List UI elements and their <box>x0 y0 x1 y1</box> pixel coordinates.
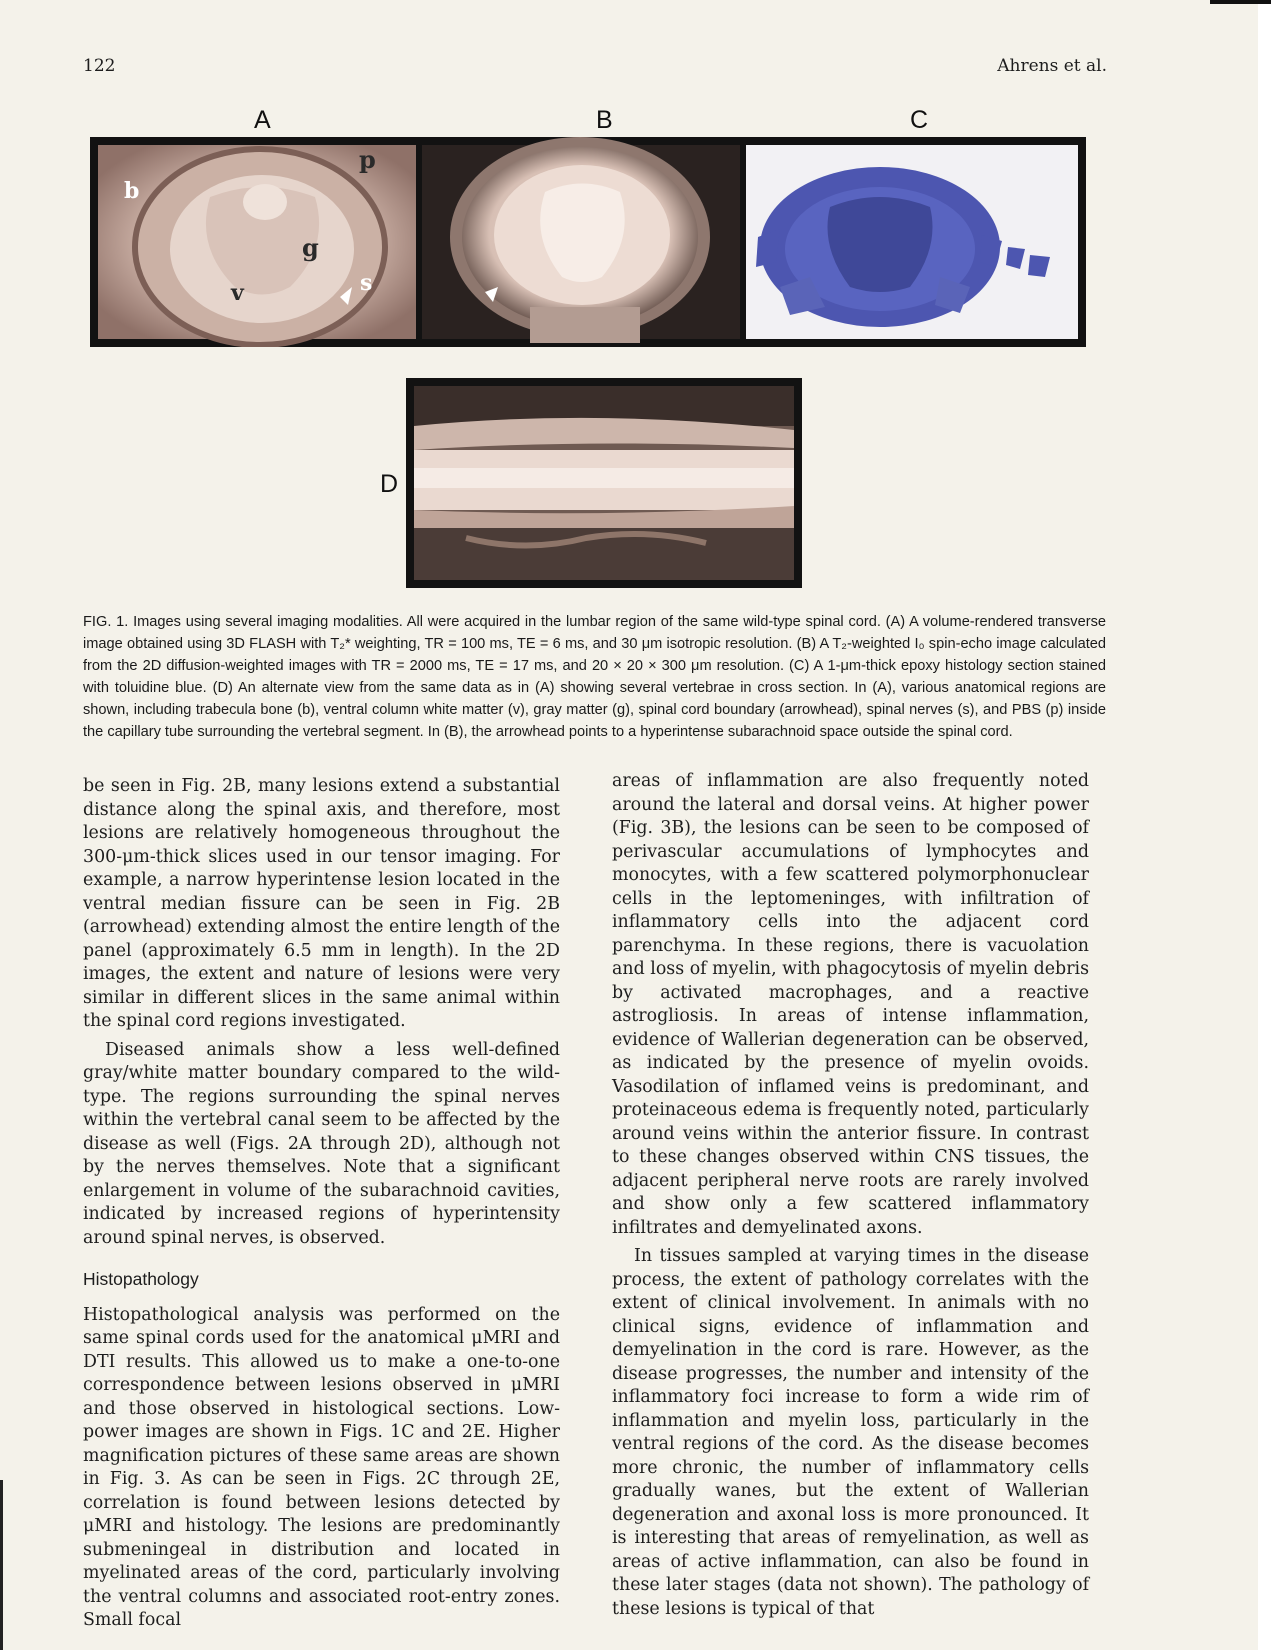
panel-b-mri-image <box>422 137 740 343</box>
panel-a-mri-image <box>98 145 416 345</box>
panel-label-a: A <box>254 106 271 134</box>
paragraph: Histopathological analysis was performed on the same spinal cords used for the anatomical μMRI and DTI results. This allowed us to make a one-to-one correspondence between lesions observed in μMRI and those observed in histological sections. Low-power images are shown in Figs. 1C and 2E. Higher magnification pictures of these same areas are shown in Fig. 3. As can be seen in Figs. 2C through 2E, correlation is found between lesions detected by μMRI and histology. The lesions are predominantly submeningeal in distribution and located in myelinated areas of the cord, particularly involving the ventral columns and associated root-entry zones. Small focal <box>83 1304 560 1630</box>
annotation-p: p <box>359 145 376 174</box>
annotation-g: g <box>302 233 319 262</box>
page-number: 122 <box>83 56 116 76</box>
panel-label-c: C <box>910 106 929 134</box>
left-text-column <box>83 775 560 1633</box>
annotation-v: v <box>231 280 244 306</box>
figure-caption <box>83 611 1106 743</box>
panel-d-mri-image <box>414 386 794 580</box>
panel-c-histology-image <box>746 145 1078 339</box>
figure-1-panel-d <box>406 378 802 588</box>
caption-text: Images using several imaging modalities. All were acquired in the lumbar region of the same wild-type spinal cord. (A) A volume-rendered transverse image obtained using 3D FLASH with T₂* weighting, TR = 100 ms, TE = 6 ms, and 30 μm isotropic resolution. (B) A T₂-weighted I₀ spin-echo image calculated from the 2D diffusion-weighted images with TR = 2000 ms, TE = 17 ms, and 20 × 20 × 300 μm resolution. (C) A 1-μm-thick epoxy histology section stained with toluidine blue. (D) An alternate view from the same data as in (A) showing several vertebrae in cross section. In (A), various anatomical regions are shown, including trabecula bone (b), ventral column white matter (v), gray matter (g), spinal cord boundary (arrowhead), spinal nerves (s), and PBS (p) inside the capillary tube surrounding the vertebral segment. In (B), the arrowhead points to a hyperintense subarachnoid space outside the spinal cord. <box>83 614 1106 740</box>
page-edge <box>1258 0 1271 1650</box>
scan-artifact <box>0 1480 3 1650</box>
panel-label-b: B <box>596 106 613 134</box>
section-heading: Histopathology <box>83 1269 199 1289</box>
paragraph: Diseased animals show a less well-defined gray/white matter boundary compared to the wild-type. The regions surrounding the spinal nerves within the vertebral canal seem to be affected by the disease as well (Figs. 2A through 2D), although not by the nerves themselves. Note that a significant enlargement in volume of the subarachnoid cavities, indicated by increased regions of hyperintensity around spinal nerves, is observed. <box>83 1039 560 1248</box>
paragraph: In tissues sampled at varying times in the disease process, the extent of pathology correlates with the extent of clinical involvement. In animals with no clinical signs, evidence of inflammation and demyelination in the cord is rare. However, as the disease progresses, the number and intensity of the inflammatory foci increase to form a wide rim of inflammation and myelin loss, particularly in the ventral regions of the cord. As the disease becomes more chronic, the number of inflammatory cells gradually wanes, but the extent of Wallerian degeneration and axonal loss is more pronounced. It is interesting that areas of remyelination, as well as areas of active inflammation, can also be found in these later stages (data not shown). The pathology of these lesions is typical of that <box>612 1246 1089 1619</box>
annotation-b: b <box>124 178 140 204</box>
annotation-s: s <box>360 270 373 296</box>
running-head-authors: Ahrens et al. <box>997 56 1107 76</box>
paragraph: be seen in Fig. 2B, many lesions extend a substantial distance along the spinal axis, and therefore, most lesions are relatively homogeneous throughout the 300-μm-thick slices used in our tensor imaging. For example, a narrow hyperintense lesion located in the ventral median fissure can be seen in Fig. 2B (arrowhead) extending almost the entire length of the panel (approximately 6.5 mm in length). In the 2D images, the extent and nature of lesions were very similar in different slices in the same animal within the spinal cord regions investigated. <box>83 776 560 1031</box>
caption-label: FIG. 1. <box>83 614 129 630</box>
right-text-column <box>612 770 1089 1621</box>
paragraph: areas of inflammation are also frequently noted around the lateral and dorsal veins. At higher power (Fig. 3B), the lesions can be seen to be composed of perivascular accumulations of lymphocytes and monocytes, with a few scattered polymorphonuclear cells in the leptomeninges, with infiltration of inflammatory cells into the adjacent cord parenchyma. In these regions, there is vacuolation and loss of myelin, with phagocytosis of myelin debris by activated macrophages, and a reactive astrogliosis. In areas of intense inflammation, evidence of Wallerian degeneration can be observed, as indicated by the presence of myelin ovoids. Vasodilation of inflamed veins is predominant, and proteinaceous edema is frequently noted, particularly around veins within the anterior fissure. In contrast to these changes observed within CNS tissues, the adjacent peripheral nerve roots are rarely involved and show only a few scattered inflammatory infiltrates and demyelinated axons. <box>612 771 1089 1238</box>
figure-1-panels-abc <box>90 137 1086 347</box>
scan-artifact <box>1210 0 1271 4</box>
panel-label-d: D <box>380 470 399 498</box>
